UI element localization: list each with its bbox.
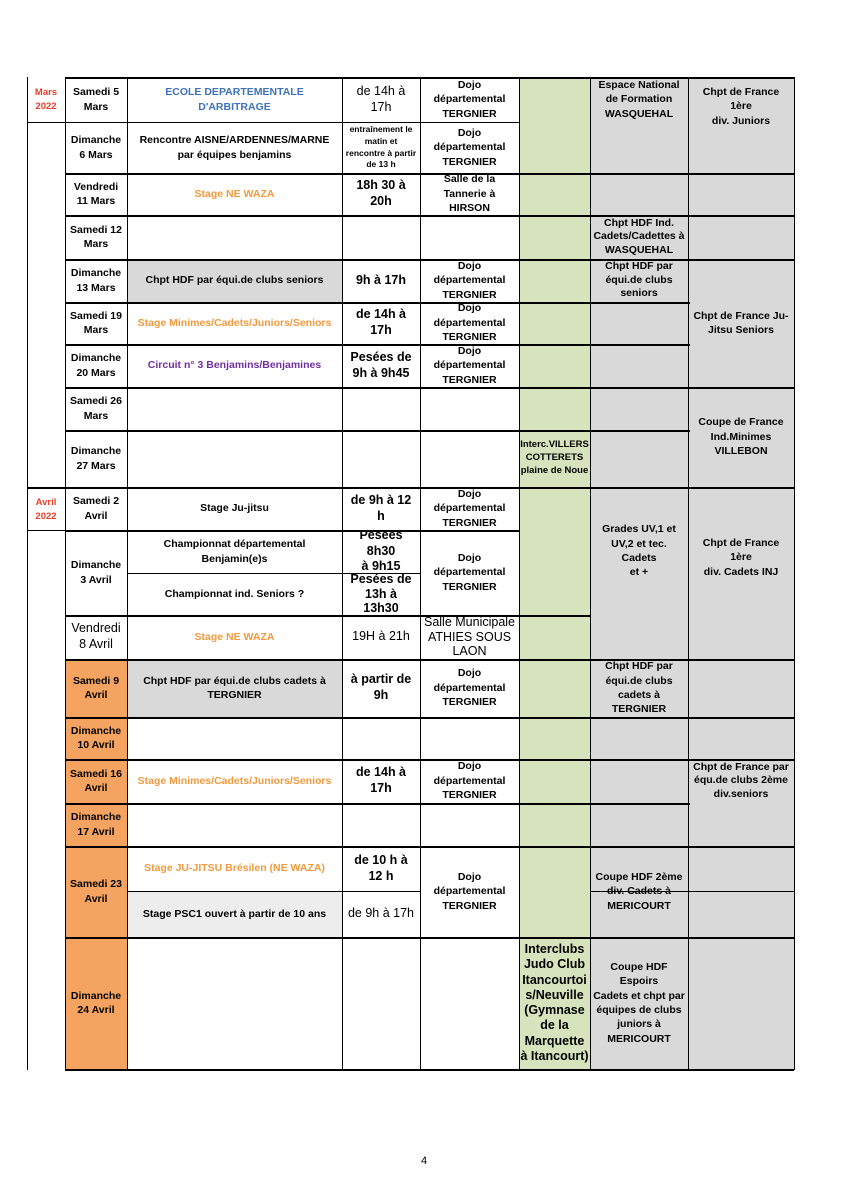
day-r3: Vendredi 11 Mars (73, 180, 119, 207)
national-jujitsu: Chpt de France Ju- Jitsu Seniors (693, 309, 789, 336)
time-r2: entraînement le matin et rencontre à partir de 13 h (345, 123, 417, 170)
day-r18: Dimanche 24 Avril (70, 989, 122, 1016)
national-seniors-2: Chpt de France par équ.de clubs 2ème div.seniors (693, 760, 789, 800)
time-r17a: de 10 h à 12 h (354, 852, 408, 883)
regional-seniors-clubs: Chpt HDF par équi.de clubs seniors (605, 260, 673, 300)
day-r17: Samedi 23 Avril (70, 878, 122, 905)
regional-coupe-cadets: Coupe HDF 2ème div. Cadets à MERICOURT (595, 870, 683, 912)
time-r7: Pesées de 9h à 9h45 (350, 349, 412, 380)
event-r3: Stage NE WAZA (194, 187, 275, 200)
event-r1: ECOLE DEPARTEMENTALE D'ARBITRAGE (165, 86, 304, 113)
time-r11a: Pesées 8h30 à 9h15 (359, 530, 403, 573)
regional-coupe-espoirs: Coupe HDF Espoirs Cadets et chpt par équipes de clubs juniors à MERICOURT (593, 960, 685, 1045)
place-r3: Salle de la Tannerie à HIRSON (443, 173, 496, 215)
time-r3: 18h 30 à 20h (356, 178, 406, 208)
place-r12: Salle Municipale ATHIES SOUS LAON (423, 615, 516, 659)
month-label-avril: Avril 2022 (35, 497, 57, 522)
day-r10: Samedi 2 Avril (72, 495, 120, 522)
national-cadets-inj: Chpt de France 1ère div. Cadets INJ (702, 537, 780, 578)
event-r13: Chpt HDF par équi.de clubs cadets à TERGNIER (143, 674, 326, 701)
place-r17: Dojo départemental TERGNIER (433, 870, 506, 912)
regional-cadets-wasquehal: Chpt HDF Ind. Cadets/Cadettes à WASQUEHAL (593, 216, 685, 256)
place-r1: Dojo départemental TERGNIER (433, 78, 506, 120)
place-r11: Dojo départemental TERGNIER (433, 551, 506, 593)
regional-cadets-tergnier: Chpt HDF par équi.de clubs cadets à TERGNIER (605, 660, 673, 716)
time-r11b: Pesées de 13h à 13h30 (350, 573, 412, 615)
day-r11: Dimanche 3 Avril (70, 559, 122, 586)
place-r10: Dojo départemental TERGNIER (433, 487, 506, 529)
time-r13: à partir de 9h (350, 672, 412, 702)
place-r2: Dojo départemental TERGNIER (433, 126, 506, 168)
place-r7: Dojo départemental TERGNIER (433, 344, 506, 386)
month-label-mars: Mars 2022 (34, 87, 58, 112)
day-r1: Samedi 5 Mars (72, 86, 120, 113)
day-r6: Samedi 19 Mars (70, 309, 122, 336)
event-r17b: Stage PSC1 ouvert à partir de 10 ans (142, 907, 327, 920)
event-r10: Stage Ju-jitsu (200, 502, 269, 515)
green-interclubs-itancourt: Interclubs Judo Club Itancourtoi s/Neuville (Gymnase de la Marquette à Itancourt) (520, 942, 589, 1063)
event-r17a: Stage JU-JITSU Brésilen (NE WAZA) (144, 862, 325, 875)
national-juniors: Chpt de France 1ère div. Juniors (702, 86, 780, 127)
day-r9: Dimanche 27 Mars (70, 445, 122, 472)
place-r13: Dojo départemental TERGNIER (433, 667, 506, 709)
day-r8: Samedi 26 Mars (70, 395, 122, 422)
day-r14: Dimanche 10 Avril (70, 724, 122, 751)
time-r5: 9h à 17h (355, 272, 407, 287)
regional-wasquehal-formation: Espace National de Formation WASQUEHAL (598, 79, 680, 120)
day-r2: Dimanche 6 Mars (70, 134, 122, 161)
day-r4: Samedi 12 Mars (70, 223, 122, 250)
event-r7: Circuit n° 3 Benjamins/Benjamines (147, 359, 322, 372)
time-r17b: de 9h à 17h (347, 906, 415, 921)
place-r5: Dojo départemental TERGNIER (433, 259, 506, 301)
page-number: 4 (420, 1155, 428, 1167)
day-r12: Vendredi 8 Avril (71, 621, 121, 651)
place-r15: Dojo départemental TERGNIER (433, 760, 506, 802)
time-r1: de 14h à 17h (356, 83, 406, 114)
event-r12: Stage NE WAZA (194, 630, 275, 643)
event-r5: Chpt HDF par équi.de clubs seniors (145, 274, 324, 287)
event-r2: Rencontre AISNE/ARDENNES/MARNE par équipes benjamins (139, 134, 330, 161)
event-r11b: Championnat ind. Seniors ? (164, 587, 305, 600)
regional-grades: Grades UV,1 et UV,2 et tec. Cadets et + (602, 523, 676, 579)
place-r6: Dojo départemental TERGNIER (433, 302, 506, 344)
green-interc-villers: Interc.VILLERS COTTERETS plaine de Noue (520, 439, 589, 476)
event-r11a: Championnat départemental Benjamin(e)s (163, 538, 306, 565)
time-r10: de 9h à 12 h (350, 492, 412, 523)
day-r13: Samedi 9 Avril (72, 674, 120, 701)
time-r15: de 14h à 17h (355, 765, 407, 795)
national-minimes: Coupe de France Ind.Minimes VILLEBON (698, 416, 784, 458)
time-r6: de 14h à 17h (355, 307, 407, 337)
event-r15: Stage Minimes/Cadets/Juniors/Seniors (137, 774, 332, 787)
day-r5: Dimanche 13 Mars (70, 267, 122, 294)
event-r6: Stage Minimes/Cadets/Juniors/Seniors (137, 316, 332, 329)
day-r15: Samedi 16 Avril (70, 767, 122, 794)
day-r16: Dimanche 17 Avril (70, 811, 122, 838)
time-r12: 19H à 21h (352, 629, 410, 644)
day-r7: Dimanche 20 Mars (70, 352, 122, 379)
green-column (519, 77, 590, 1070)
